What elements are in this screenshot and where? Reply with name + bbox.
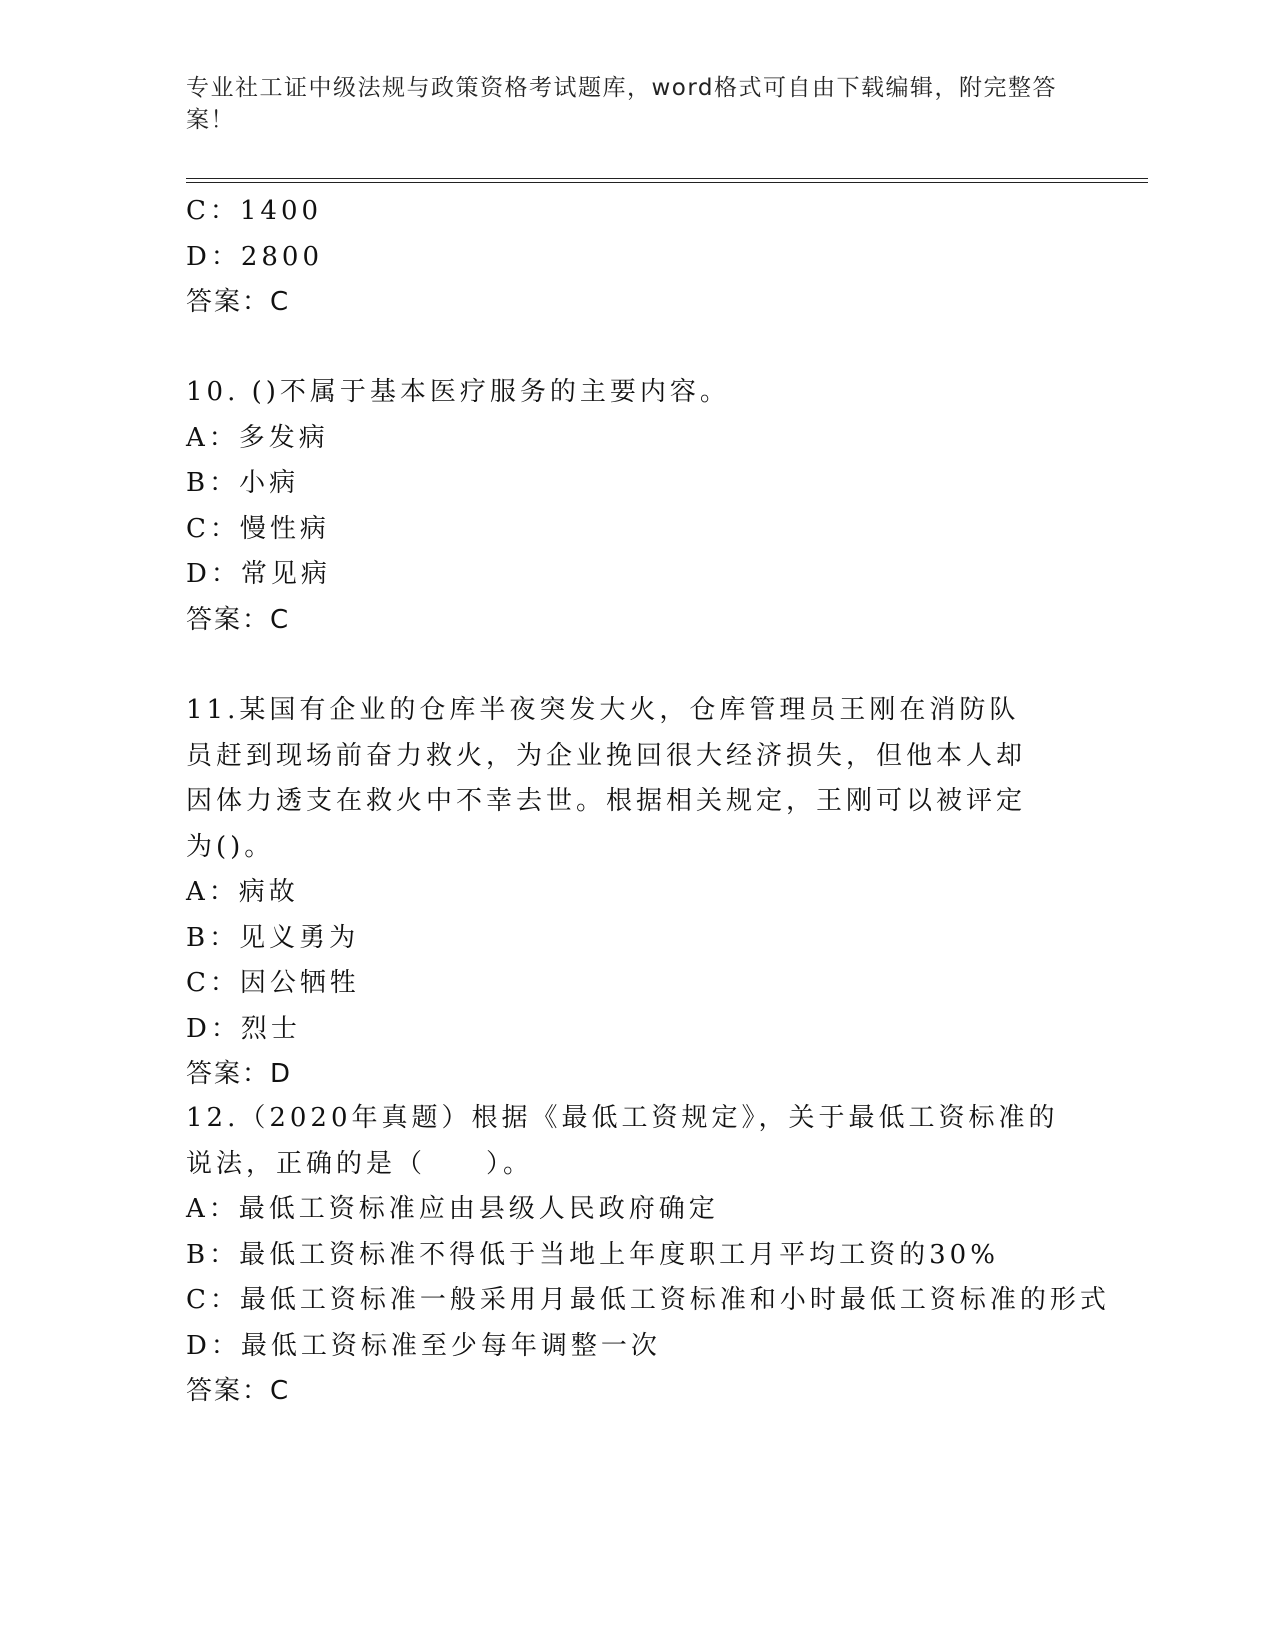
option-b: B：小病 (186, 468, 300, 498)
answer-line: 答案：D (186, 1059, 293, 1089)
answer-line: 答案：C (186, 287, 291, 317)
option-c: C：因公牺牲 (186, 968, 360, 998)
answer-line: 答案：C (186, 1376, 291, 1406)
question-9-continuation (186, 189, 1106, 326)
option-a: A：多发病 (186, 422, 329, 453)
option-a: A：最低工资标准应由县级人民政府确定 (186, 1194, 719, 1224)
option-d: D：烈士 (186, 1013, 301, 1044)
question-text: 10. ()不属于基本医疗服务的主要内容。 (186, 377, 730, 407)
question-text: 11.某国有企业的仓库半夜突发大火，仓库管理员王刚在消防队员赶到现场前奋力救火，为企业挽回很大经济损失，但他本人却因体力透支在救火中不幸去世。根据相关规定，王刚可以被评定为()。 (186, 695, 1027, 862)
question-12 (186, 1096, 1110, 1415)
header-divider-top (186, 178, 1148, 179)
option-a: A：病故 (186, 877, 299, 907)
question-10 (186, 370, 1106, 643)
option-d: D：最低工资标准至少每年调整一次 (186, 1330, 661, 1361)
header-divider-bottom (186, 182, 1148, 183)
option-b: B：最低工资标准不得低于当地上年度职工月平均工资的30% (186, 1239, 999, 1270)
answer-line: 答案：C (186, 604, 291, 635)
question-text: 12.（2020年真题）根据《最低工资规定》，关于最低工资标准的说法，正确的是（ ）。 (186, 1103, 1059, 1179)
option-d: D：常见病 (186, 559, 331, 589)
option-d: D：2800 (186, 241, 324, 272)
option-c: C：慢性病 (186, 513, 330, 544)
option-c: C：1400 (186, 196, 323, 226)
option-c: C：最低工资标准一般采用月最低工资标准和小时最低工资标准的形式 (186, 1285, 1110, 1315)
option-b: B：见义勇为 (186, 922, 360, 953)
question-11 (186, 688, 1106, 1098)
document-header: 专业社工证中级法规与政策资格考试题库，word格式可自由下载编辑，附完整答案！ (186, 75, 1058, 133)
